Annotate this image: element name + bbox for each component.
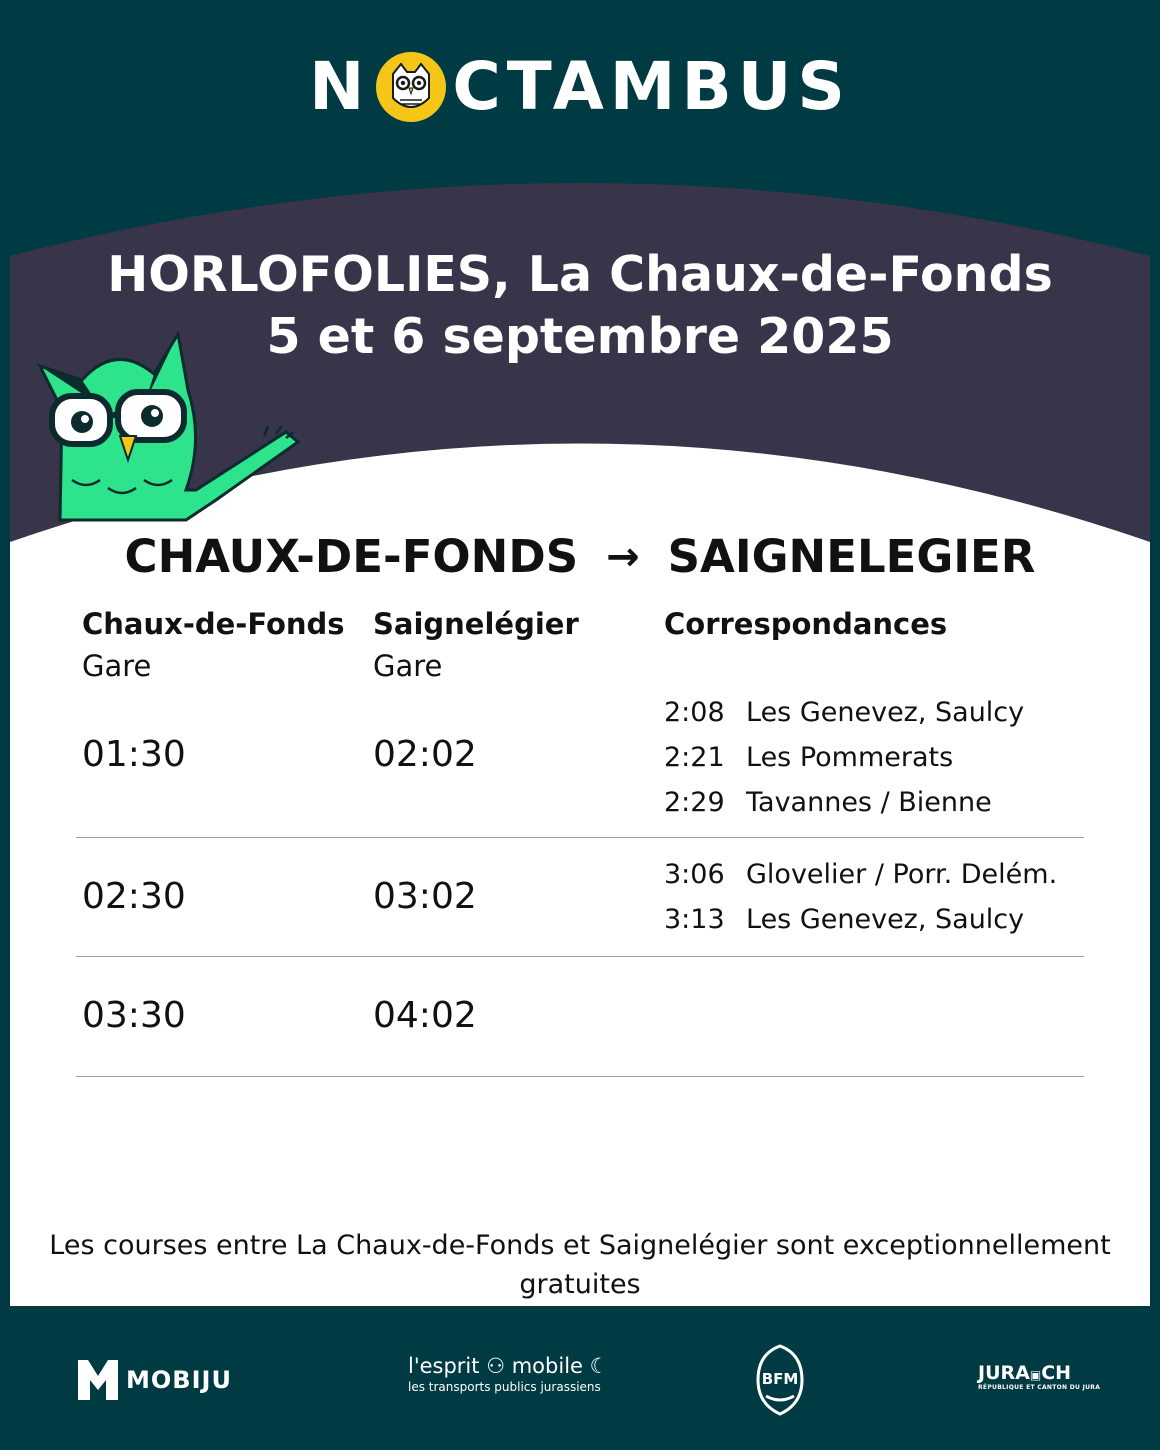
connection-destination: Les Genevez, Saulcy (746, 697, 1025, 728)
esprit-word: l'esprit (408, 1354, 480, 1378)
arrival-station: Saignelégier (373, 607, 579, 641)
arrival-stop: Gare (373, 649, 443, 683)
connections-heading: Correspondances (664, 607, 948, 641)
connection-item (664, 780, 1024, 825)
event-dates: 5 et 6 septembre 2025 (266, 308, 894, 365)
connection-item (664, 735, 1024, 780)
connection-time: 2:29 (664, 787, 725, 818)
bfm-logo (752, 1344, 808, 1416)
mobile-word: mobile (511, 1354, 583, 1378)
connection-time: 3:06 (664, 859, 725, 890)
jura-ch-text: CH (1041, 1362, 1072, 1384)
departure-stop: Gare (82, 649, 152, 683)
route-to: SAIGNELEGIER (667, 530, 1036, 583)
table-row (76, 690, 1084, 838)
connection-destination: Tavannes / Bienne (746, 787, 992, 818)
arrival-time: 04:02 (373, 995, 477, 1036)
arrival-time: 03:02 (373, 876, 477, 917)
moon-icon: ☾ (589, 1354, 609, 1378)
mobiju-logo (78, 1360, 232, 1400)
esprit-title (408, 1354, 608, 1378)
jura-subtitle: RÉPUBLIQUE ET CANTON DU JURA (978, 1384, 1101, 1391)
connection-list (664, 690, 1024, 825)
jura-text: JURA (978, 1362, 1030, 1384)
mobiju-m-icon (78, 1360, 118, 1400)
arrival-time: 02:02 (373, 734, 477, 775)
connection-time: 2:21 (664, 742, 725, 773)
connection-item (664, 897, 1057, 942)
free-ride-note: Les courses entre La Chaux-de-Fonds et Saignelégier sont exceptionnellement gratuites (49, 1230, 1111, 1300)
mobiju-text: MOBIJU (126, 1366, 232, 1394)
arrow-right-icon: → (606, 533, 640, 580)
connection-destination: Glovelier / Porr. Delém. (746, 859, 1058, 890)
noctambus-logo (0, 48, 1160, 125)
column-header-departure (82, 603, 345, 687)
connection-list (664, 852, 1057, 942)
table-row (76, 957, 1084, 1077)
table-row (76, 838, 1084, 957)
esprit-subtitle: les transports publics jurassiens (408, 1380, 601, 1394)
connection-time: 3:13 (664, 904, 725, 935)
esprit-mobile-logo (408, 1354, 608, 1394)
connection-item (664, 852, 1057, 897)
rider-icon: ⚇ (486, 1354, 506, 1378)
sponsor-footer (0, 1308, 1160, 1450)
owl-mascot-icon (36, 330, 306, 530)
bfm-text: BFM (761, 1370, 799, 1388)
column-header-connections (664, 603, 947, 645)
jura-wordmark (978, 1362, 1100, 1384)
departure-time: 01:30 (82, 734, 186, 775)
event-name: HORLOFOLIES, La Chaux-de-Fonds (107, 246, 1053, 303)
connection-destination: Les Pommerats (746, 742, 954, 773)
departure-time: 03:30 (82, 995, 186, 1036)
departure-station: Chaux-de-Fonds (82, 607, 345, 641)
column-header-arrival (373, 603, 579, 687)
departure-time: 02:30 (82, 876, 186, 917)
logo-text-left: N (309, 48, 371, 125)
jura-flag-icon: ▣ (1029, 1368, 1042, 1382)
route-from: CHAUX-DE-FONDS (124, 530, 579, 583)
owl-logo-icon (374, 50, 448, 124)
connection-time: 2:08 (664, 697, 725, 728)
connection-item (664, 690, 1024, 735)
route-heading (0, 530, 1160, 583)
connection-destination: Les Genevez, Saulcy (746, 904, 1025, 935)
jura-logo (978, 1362, 1100, 1391)
logo-text-right: CTAMBUS (452, 48, 851, 125)
